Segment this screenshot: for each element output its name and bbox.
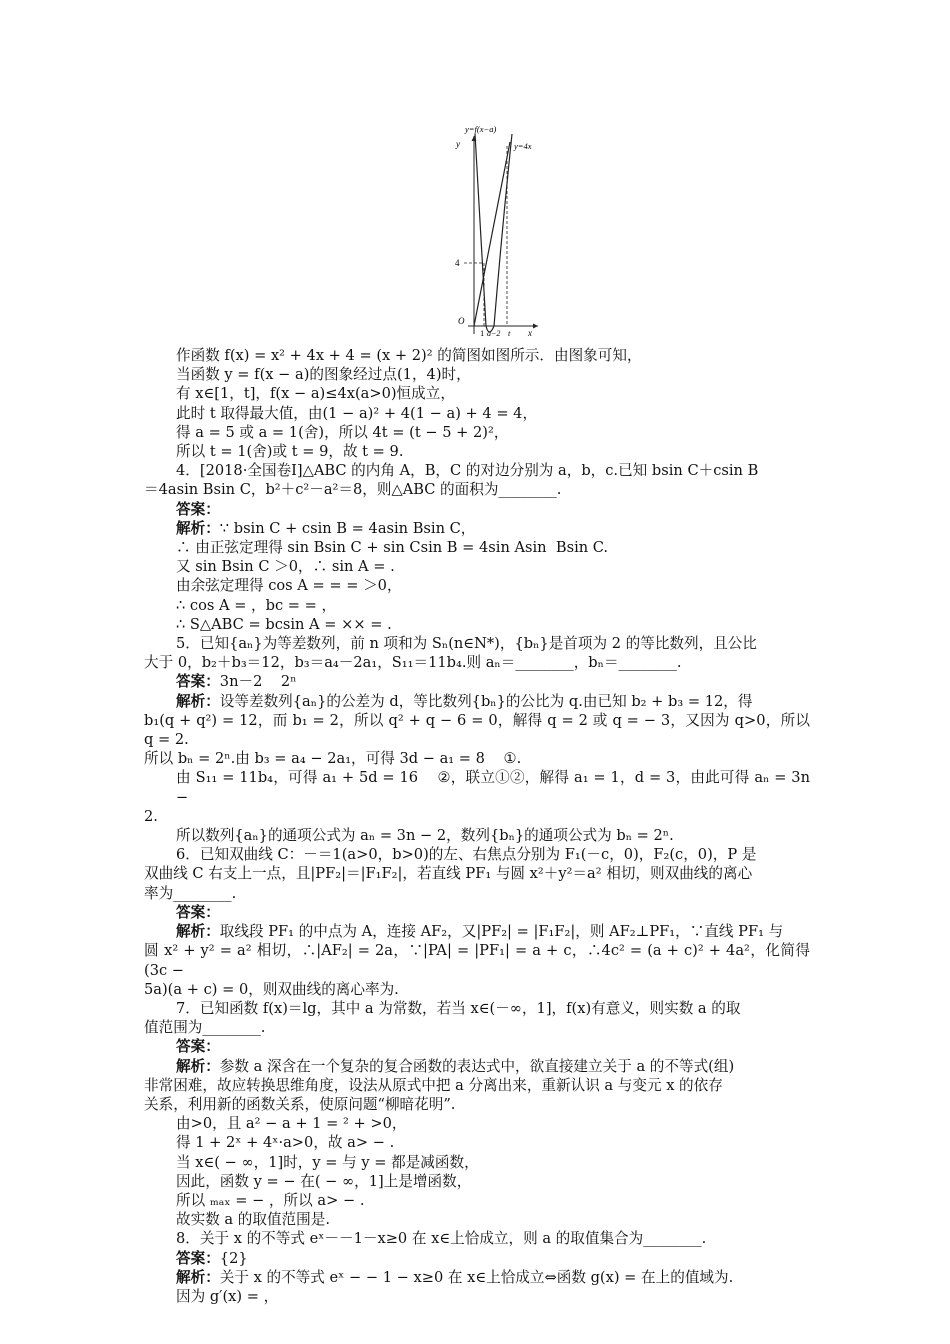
line-text: 参数 a 深含在一个复杂的复合函数的表达式中，欲直接建立关于 a 的不等式(组)	[219, 1057, 735, 1075]
line-text: 关于 x 的不等式 eˣ − − 1 − x≥0 在 x∈上恰成立⇔函数 g(x) = 在上的值域为.	[219, 1268, 734, 1286]
text-line	[144, 500, 810, 519]
line-text: 所以 t = 1(舍)或 t = 9，故 t = 9.	[176, 443, 404, 461]
line-text: 作函数 f(x) = x² + 4x + 4 = (x + 2)² 的简图如图所示．由图象可知，	[176, 347, 642, 364]
text-line	[144, 634, 810, 653]
text-line	[144, 672, 810, 691]
label-bold: 答案：	[176, 1249, 220, 1267]
text-line	[144, 346, 810, 365]
text-line	[144, 903, 810, 922]
line-text: 圆 x² + y² = a² 相切，∴|AF₂| = 2a，∵|PA| = |PF₁| = a + c，∴4c² = (a + c)² + 4a²，化简得(3c −	[144, 942, 810, 979]
text-line	[144, 980, 810, 999]
text-line	[144, 768, 815, 806]
text-line	[144, 1095, 810, 1114]
line-text: 答案：	[176, 500, 220, 518]
line-text: ∴ S△ABC = bcsin A = ×× = .	[176, 615, 392, 633]
line-text: {2}	[219, 1249, 248, 1267]
line-text: 5．已知{aₙ}为等差数列，前 n 项和为 Sₙ(n∈N*)，{bₙ}是首项为 2 的等比数列，且公比	[176, 635, 757, 653]
line-text: 得 a = 5 或 a = 1(舍)，所以 4t = (t − 5 + 2)²，	[176, 423, 509, 441]
label-bold: 答案：	[176, 673, 220, 691]
solution-text	[144, 346, 815, 1306]
x-axis-label: x	[528, 328, 532, 338]
line-text: 4．[2018·全国卷Ⅰ]△ABC 的内角 A，B，C 的对边分别为 a，b，c.已知 bsin C＋csin B	[176, 462, 759, 480]
text-line	[144, 999, 810, 1018]
text-line	[144, 1037, 810, 1056]
text-line	[144, 442, 810, 461]
line-text: 故实数 a 的取值范围是.	[176, 1211, 330, 1229]
text-line	[144, 941, 810, 979]
line-y-equals-4x	[474, 142, 510, 326]
line-text: 取线段 PF₁ 的中点为 A，连接 AF₂，又|PF₂| = |F₁F₂|，则 AF₂⊥PF₁，∵直线 PF₁ 与	[219, 923, 784, 941]
curve-label: y=f(x−a)	[465, 124, 497, 134]
text-line	[144, 1057, 810, 1076]
line-text: 6．已知双曲线 C：－＝1(a>0，b>0)的左、右焦点分别为 F₁(－c，0)，F₂(c，0)，P 是	[176, 846, 757, 864]
line-text: 答案：	[176, 1038, 220, 1056]
label-bold: 解析：	[176, 1057, 220, 1075]
text-line	[144, 1210, 810, 1229]
y-axis-label: y	[456, 139, 460, 149]
text-line	[144, 692, 810, 711]
line-text: 率为________.	[144, 884, 237, 902]
line-text: 由余弦定理得 cos A = = = ＞0，	[176, 577, 402, 595]
line-text: 所以 bₙ = 2ⁿ.由 b₃ = a₄ − 2a₁，可得 3d − a₁ = 8 ①.	[144, 750, 522, 768]
text-line	[144, 365, 810, 384]
line-text: 又 sin Bsin C ＞0，∴ sin A = .	[176, 558, 395, 576]
text-line	[144, 884, 810, 903]
line-text: 当函数 y = f(x − a)的图象经过点(1，4)时，	[176, 366, 471, 384]
function-graph-figure	[440, 120, 560, 342]
text-line	[144, 1114, 810, 1133]
label-bold: 解析：	[176, 519, 220, 537]
text-line	[144, 653, 810, 672]
text-line	[144, 596, 810, 615]
text-line	[144, 807, 810, 826]
line-text: 因为 g′(x) = ，	[176, 1287, 279, 1305]
line-text: 此时 t 取得最大值，由(1 − a)² + 4(1 − a) + 4 = 4，	[176, 404, 538, 422]
text-line	[144, 1172, 810, 1191]
line-text: 所以 ₘₐₓ = − ，所以 a> − .	[176, 1191, 365, 1209]
line-text: 3n－2 2ⁿ	[219, 673, 297, 691]
line-text: 有 x∈[1，t]，f(x − a)≤4x(a>0)恒成立，	[176, 385, 455, 403]
tick-label-1: 1	[480, 328, 485, 338]
text-line	[144, 538, 810, 557]
line-text: 当 x∈( − ∞，1]时，y = 与 y = 都是减函数，	[176, 1153, 479, 1171]
text-line	[144, 1133, 810, 1152]
line-text: ∵ bsin C + csin B = 4asin Bsin C，	[219, 519, 476, 537]
text-line	[144, 1229, 810, 1248]
graph-svg	[440, 120, 560, 342]
line-text: 2.	[144, 807, 158, 825]
tick-label-a-minus-2: a−2	[487, 329, 501, 338]
text-line	[144, 922, 810, 941]
text-line	[144, 615, 810, 634]
line-text: ＝4asin Bsin C，b²＋c²－a²＝8，则△ABC 的面积为________.	[144, 481, 562, 499]
line-text: 大于 0，b₂＋b₃＝12，b₃＝a₄－2a₁，S₁₁＝11b₄.则 aₙ＝________，bₙ＝________.	[144, 654, 682, 672]
text-line	[144, 711, 815, 749]
text-line	[144, 845, 810, 864]
line-text: 关系，利用新的函数关系，使原问题“柳暗花明”.	[144, 1095, 456, 1113]
text-line	[144, 1018, 810, 1037]
text-line	[144, 1191, 810, 1210]
text-line	[144, 519, 810, 538]
line-text: 由 S₁₁ = 11b₄，可得 a₁ + 5d = 16 ②，联立①②，解得 a₁ = 1，d = 3，由此可得 aₙ = 3n −	[176, 769, 815, 806]
text-line	[144, 1249, 810, 1268]
text-line	[144, 480, 810, 499]
tick-label-4: 4	[455, 258, 460, 268]
line-text: 非常困难，故应转换思维角度，设法从原式中把 a 分离出来，重新认识 a 与变元 x 的依存	[144, 1076, 723, 1094]
text-line	[144, 557, 810, 576]
text-line	[144, 1153, 810, 1172]
x-axis-arrow	[533, 324, 538, 329]
line-text: 所以数列{aₙ}的通项公式为 aₙ = 3n − 2，数列{bₙ}的通项公式为 bₙ = 2ⁿ.	[176, 827, 674, 845]
text-line	[144, 1287, 810, 1306]
line-text: 7．已知函数 f(x)＝lg，其中 a 为常数，若当 x∈(－∞，1]，f(x)有意义，则实数 a 的取	[176, 999, 741, 1017]
line-text: 8．关于 x 的不等式 eˣ－－1－x≥0 在 x∈上恰成立，则 a 的取值集合为________.	[176, 1230, 707, 1248]
line-text: 5a)(a + c) = 0，则双曲线的离心率为.	[144, 980, 399, 998]
line-text: ∴ 由正弦定理得 sin Bsin C + sin Csin B = 4sin Asin Bsin C.	[176, 539, 609, 557]
text-line	[144, 384, 810, 403]
text-line	[144, 423, 810, 442]
tick-label-t: t	[508, 328, 511, 338]
line-text: 得 1 + 2ˣ + 4ˣ·a>0，故 a> − .	[176, 1134, 395, 1152]
text-line	[144, 576, 810, 595]
line-text: b₁(q + q²) = 12，而 b₁ = 2，所以 q² + q − 6 = 0，解得 q = 2 或 q = − 3，又因为 q>0，所以 q = 2.	[144, 711, 815, 749]
text-line	[144, 404, 810, 423]
text-line	[144, 864, 810, 883]
line-label: y=4x	[514, 141, 532, 151]
line-text: 因此，函数 y = − 在( − ∞，1]上是增函数，	[176, 1172, 472, 1190]
line-text: 由>0，且 a² − a + 1 = ² + >0，	[176, 1115, 407, 1133]
text-line	[144, 461, 810, 480]
text-line	[144, 749, 810, 768]
label-bold: 解析：	[176, 923, 220, 941]
line-text: ∴ cos A = ，bc = = ，	[176, 596, 337, 614]
text-line	[144, 1076, 810, 1095]
line-text: 设等差数列{aₙ}的公差为 d，等比数列{bₙ}的公比为 q.由已知 b₂ + b₃ = 12，得	[219, 692, 753, 710]
origin-label: O	[458, 316, 465, 326]
line-text: 值范围为________.	[144, 1019, 266, 1037]
text-line	[144, 826, 810, 845]
line-text: 双曲线 C 右支上一点，且|PF₂|＝|F₁F₂|，若直线 PF₁ 与圆 x²＋y²＝a² 相切，则双曲线的离心	[144, 865, 753, 883]
parabola-curve	[475, 134, 512, 332]
line-text: 答案：	[176, 903, 220, 921]
text-line	[144, 1268, 810, 1287]
label-bold: 解析：	[176, 692, 220, 710]
label-bold: 解析：	[176, 1268, 220, 1286]
